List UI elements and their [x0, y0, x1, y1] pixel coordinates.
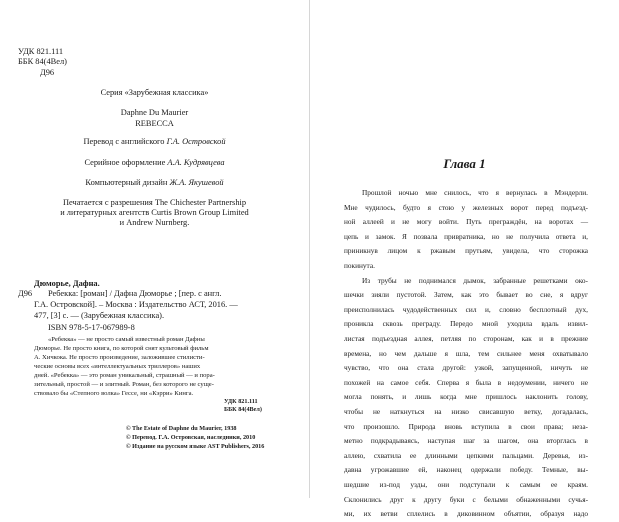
cip-code: Д96 [18, 289, 33, 298]
body-text-line: Склонились друг к другу буки с белыми обнаженными сучья- [344, 494, 588, 504]
cip-line: Ребекка: [роман] / Дафна Дюморье ; [пер. с англ. [48, 289, 222, 298]
body-text-line: могла понять, и лишь когда мне пришлось наклонить голову, [344, 392, 588, 402]
design-credit [0, 157, 309, 168]
author-original: Daphne Du Maurier [120, 108, 189, 117]
permission-line: и литературных агентств Curtis Brown Group Limited [60, 208, 249, 217]
body-text-line: цепь и замок. Я позвала привратника, но не получила ответа и, [344, 231, 588, 241]
annotation-line: ческие основы всех «интеллектуальных триллеров» наших [34, 363, 201, 370]
body-text-line: приникнув лицом к ржавым прутьям, увидела, что сторожка [344, 246, 588, 256]
body-text-line: ной аллеей и не могу войти. Путь преграждён, на воротах — [344, 217, 588, 227]
udk-bottom: УДК 821.111 [224, 398, 258, 405]
body-text-line: Из трубы не поднимался дымок, забранные решетками око- [362, 275, 588, 285]
body-text-line: метно подкрадываясь, наступая шаг за шагом, она вторглась в [344, 436, 588, 446]
cip-author: Дюморье, Дафна. [34, 279, 100, 288]
body-text-line: аллею, схватила ее длинными цепкими пальцами. Деревья, из- [344, 450, 588, 460]
body-text-line: что произошло. Природа вновь вступила в свои права; неза- [344, 421, 588, 431]
designer-name: А.А. Кудрявцева [167, 158, 225, 167]
udk-code: УДК 821.111 [18, 47, 64, 56]
annotation-line: дней. «Ребекка» — это роман уникальный, страшный — и пора- [34, 372, 215, 379]
body-text-line: шечки зияли пустотой. Затем, как это бывает во сне, я вдруг [344, 290, 588, 300]
body-text-line: покинута. [344, 261, 375, 270]
annotation-line: ствовало бы «Степного волка» Гессе, ни «Кэрри» Кинга. [34, 390, 194, 397]
body-text-line: ми, их ветви сплелись в диковинном объятии, образуя надо [344, 509, 588, 519]
copyright-line: © Издание на русском языке AST Publishers, 2016 [126, 443, 265, 450]
annotation-line: зительный, простой — и элитный. Роман, без которого не суще- [34, 381, 214, 388]
annotation-line: Дюморье. Не просто книга, по которой снят культовый фильм [34, 345, 209, 352]
body-text-line: похожей на самое себя. Сперва я была в недоумении, ничего не [344, 377, 588, 387]
annotation-line: А. Хичкока. Не просто произведение, заложившее стилисти- [34, 354, 205, 361]
chapter-title: Глава 1 [443, 156, 486, 171]
body-text-line: чувство, что она стала другой: узкой, запущенной, ничуть не [344, 363, 588, 373]
body-text-line: давна угрожавшие ей, наконец одержали победу. Темные, вы- [344, 465, 588, 475]
cip-line: Г.А. Островской]. – Москва : Издательство АСТ, 2016. — [34, 300, 238, 309]
body-text-line: времена, но чем дальше я шла, тем сильнее меня охватывало [344, 348, 588, 358]
title-original: REBECCA [135, 119, 174, 128]
permission-line: Печатается с разрешения The Chichester Partnership [62, 198, 247, 207]
isbn: ISBN 978-5-17-067989-8 [48, 323, 135, 332]
computer-designer-name: Ж.А. Якушевой [169, 178, 224, 187]
translation-prefix: Перевод с английского [83, 137, 165, 146]
annotation-line: «Ребекка» — не просто самый известный роман Дафны [48, 336, 205, 343]
cip-line: 477, [3] с. — (Зарубежная классика). [34, 311, 165, 320]
series-line: Серия «Зарубежная классика» [100, 88, 209, 97]
bbk-bottom: ББК 84(4Вел) [224, 406, 262, 413]
body-text-line: Прошлой ночью мне снилось, что я вернулась в Мэндерли. [362, 188, 588, 197]
body-text-line: проникла сквозь преграду. Передо мной уходила вдаль извил- [344, 319, 588, 329]
computer-design-credit [0, 177, 309, 188]
bbk-code: ББК 84(4Вел) [18, 57, 67, 66]
body-text-line: шедшие из-под узды, они подступали к самым ее краям. [344, 480, 588, 489]
computer-design-prefix: Компьютерный дизайн [85, 178, 168, 187]
right-page [310, 0, 619, 519]
design-prefix: Серийное оформление [84, 158, 166, 167]
translator-name: Г.А. Островской [166, 137, 226, 146]
permission-line: и Andrew Nurnberg. [119, 218, 190, 227]
copyright-line: © The Estate of Daphne du Maurier, 1938 [126, 425, 237, 432]
body-text-line: Мне чудилось, будто я стою у железных ворот перед подъезд- [344, 202, 588, 212]
copyright-line: © Перевод. Г.А. Островская, наследники, 2010 [126, 434, 256, 441]
body-text-line: листая подъездная аллея, петляя по сторонам, как и в прежние [344, 334, 588, 343]
body-text-line: преисполнилась чудодейственных сил и, словно бесплотный дух, [344, 304, 588, 314]
body-text-line: чтобы не наткнуться на низко свисавшую ветку, догадалась, [344, 407, 588, 416]
translation-credit [0, 136, 309, 147]
author-mark: Д96 [40, 68, 55, 77]
left-page [0, 0, 309, 498]
